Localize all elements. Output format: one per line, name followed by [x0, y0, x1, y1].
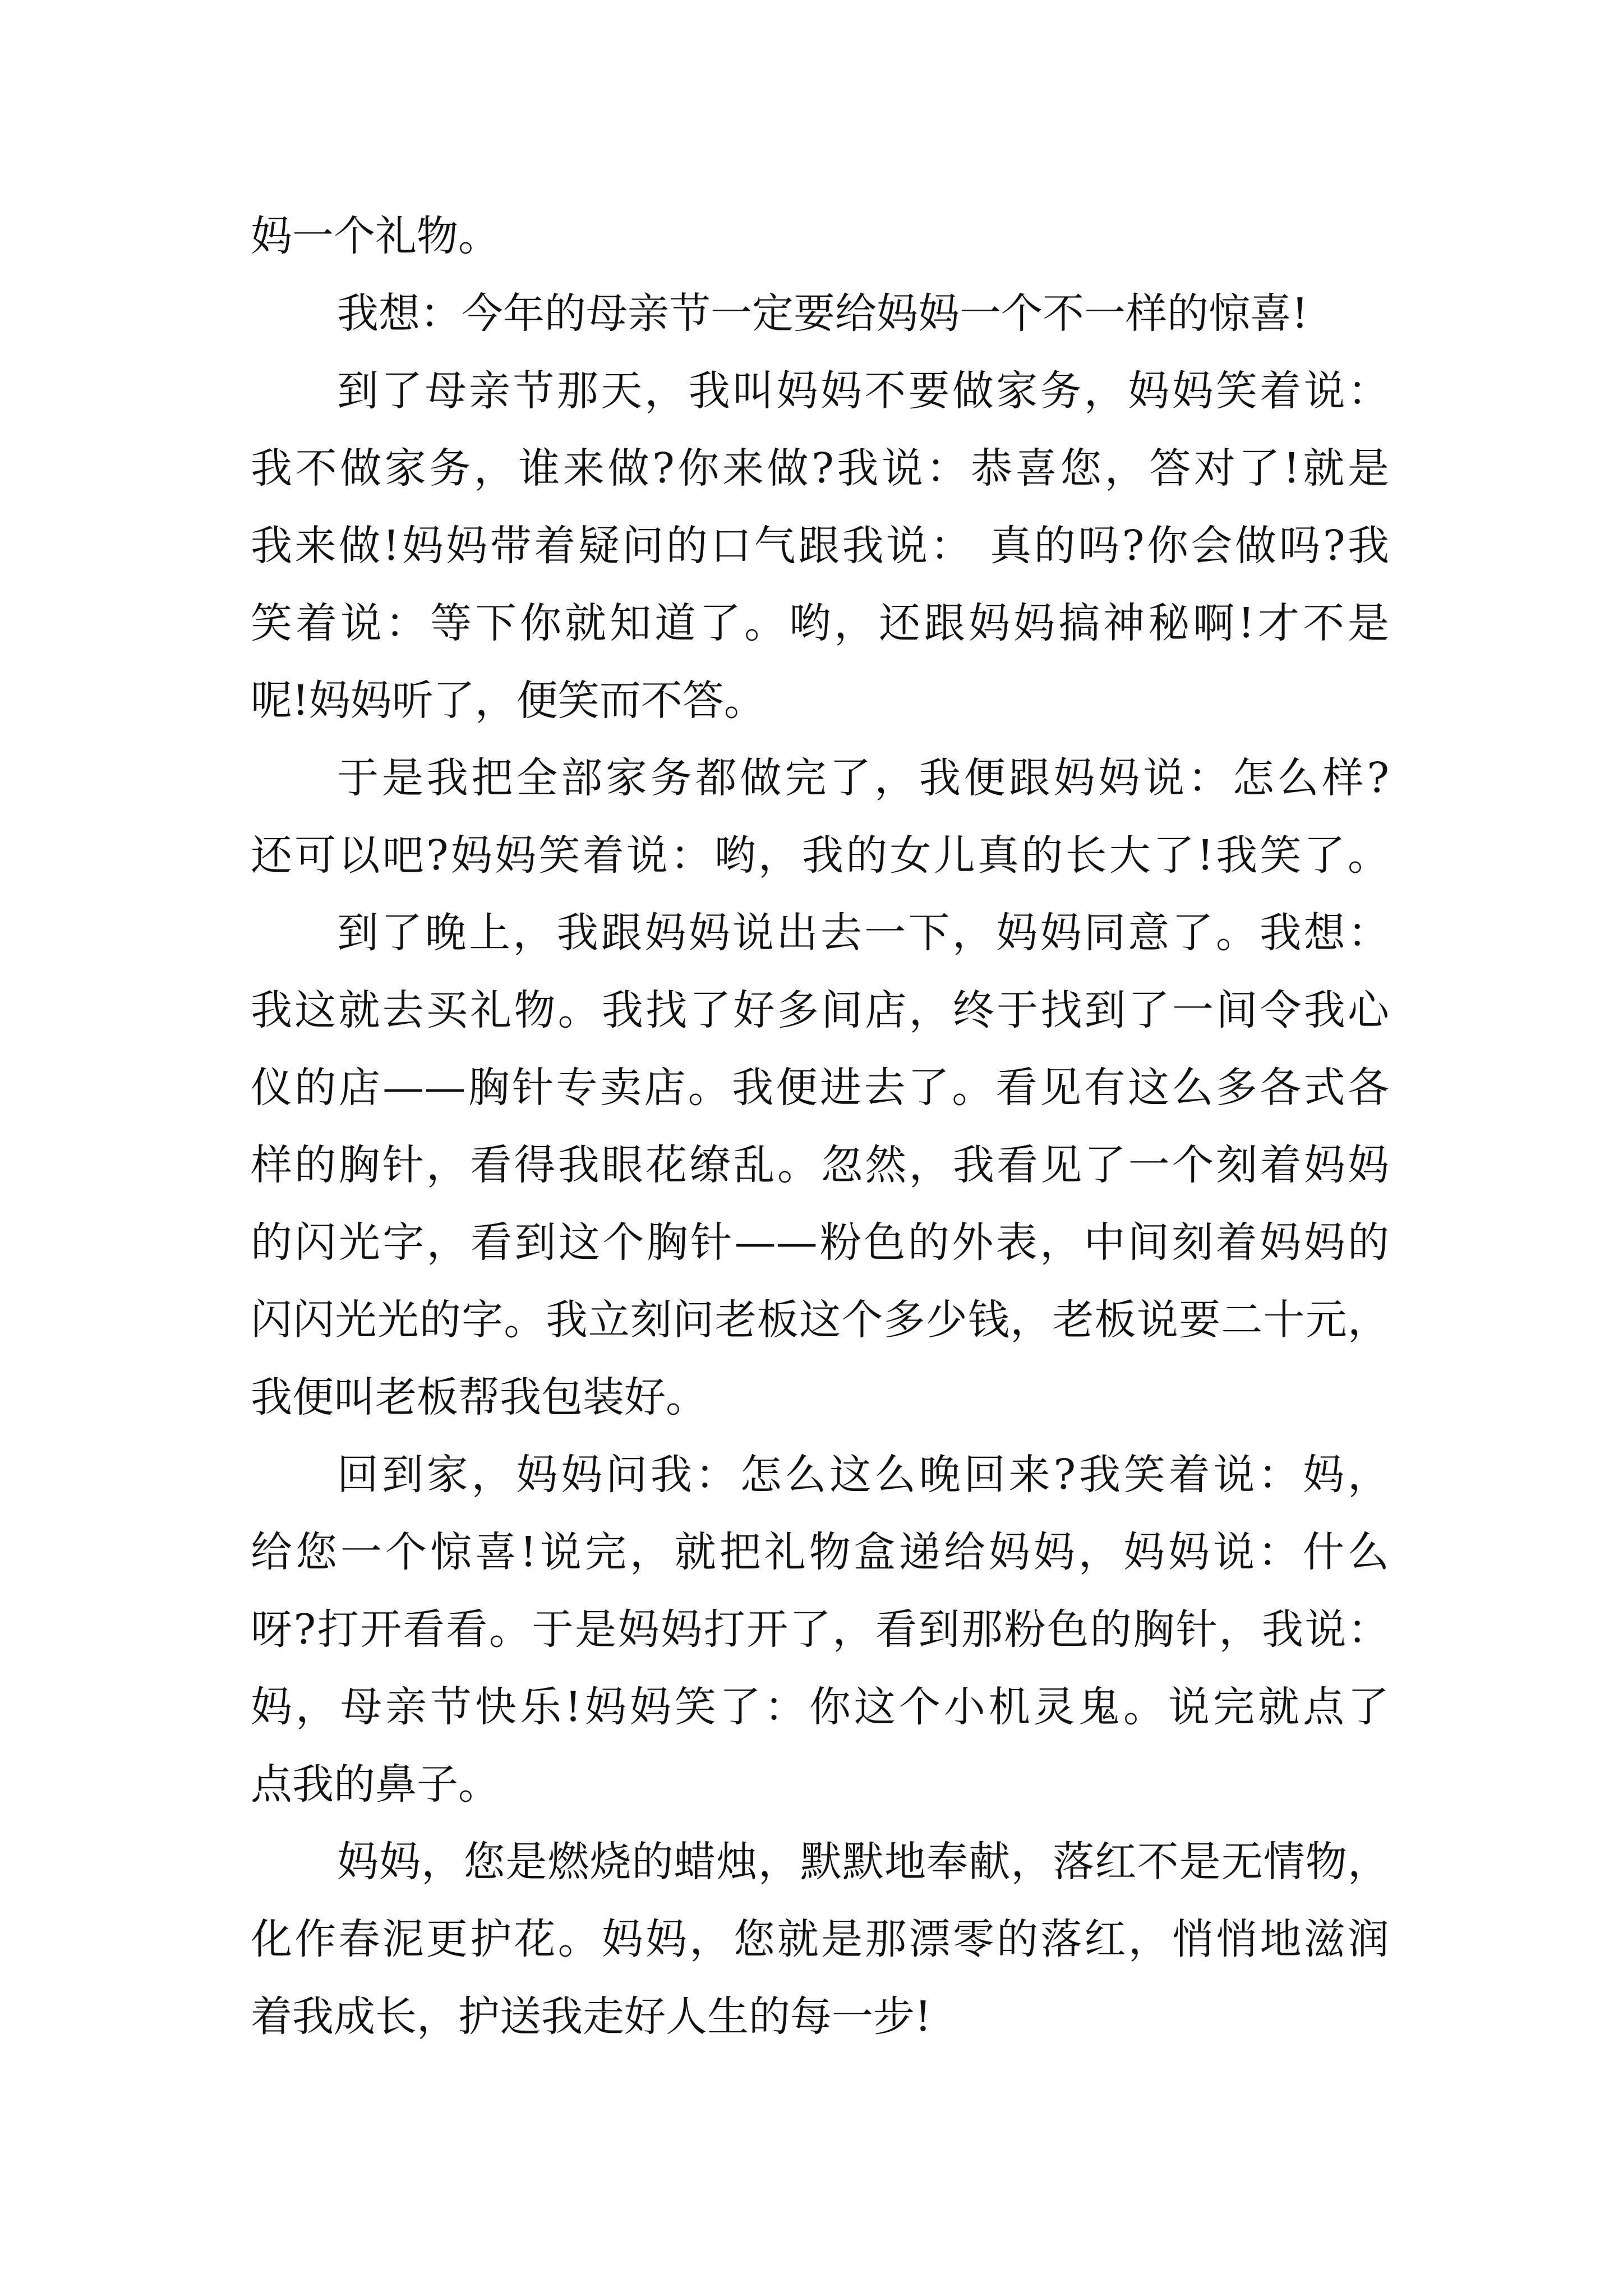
text-line: 我这就去买礼物。我找了好多间店，终于找到了一间令我心: [251, 986, 1389, 1034]
text-line: 回到家，妈妈问我：怎么这么晚回来?我笑着说：妈，: [337, 1451, 1389, 1499]
document-body: [251, 197, 1389, 2055]
paragraph: [251, 352, 1389, 739]
text-line: 到了母亲节那天，我叫妈妈不要做家务，妈妈笑着说：: [337, 367, 1389, 415]
text-line: 化作春泥更护花。妈妈，您就是那漂零的落红，悄悄地滋润: [251, 1915, 1389, 1963]
text-line: 还可以吧?妈妈笑着说：哟，我的女儿真的长大了!我笑了。: [251, 831, 1389, 880]
text-line: 我不做家务，谁来做?你来做?我说：恭喜您，答对了!就是: [251, 444, 1389, 493]
text-line: 仪的店——胸针专卖店。我便进去了。看见有这么多各式各: [251, 1064, 1389, 1112]
text-line: 着我成长，护送我走好人生的每一步!: [251, 1993, 932, 2041]
paragraph: [251, 197, 1389, 275]
text-line: 妈一个礼物。: [251, 212, 500, 260]
text-line: 我便叫老板帮我包装好。: [251, 1373, 707, 1421]
text-line: 点我的鼻子。: [251, 1760, 500, 1809]
paragraph: [251, 739, 1389, 894]
paragraph: [251, 1436, 1389, 1823]
paragraph: [251, 1823, 1389, 2055]
text-line: 呢!妈妈听了，便笑而不答。: [251, 677, 766, 725]
text-line: 我来做!妈妈带着疑问的口气跟我说： 真的吗?你会做吗?我: [251, 522, 1389, 570]
text-line: 妈，母亲节快乐!妈妈笑了：你这个小机灵鬼。说完就点了: [251, 1683, 1389, 1731]
text-line: 到了晚上，我跟妈妈说出去一下，妈妈同意了。我想：: [337, 909, 1389, 957]
text-line: 我想：今年的母亲节一定要给妈妈一个不一样的惊喜!: [337, 289, 1308, 338]
text-line: 笑着说：等下你就知道了。哟，还跟妈妈搞神秘啊!才不是: [251, 599, 1389, 647]
text-line: 的闪光字，看到这个胸针——粉色的外表，中间刻着妈妈的: [251, 1218, 1389, 1267]
text-line: 样的胸针，看得我眼花缭乱。忽然，我看见了一个刻着妈妈: [251, 1141, 1389, 1189]
text-line: 闪闪光光的字。我立刻问老板这个多少钱，老板说要二十元，: [251, 1296, 1389, 1344]
text-line: 呀?打开看看。于是妈妈打开了，看到那粉色的胸针，我说：: [251, 1605, 1389, 1654]
paragraph: [251, 894, 1389, 1436]
paragraph: [251, 275, 1389, 352]
text-line: 给您一个惊喜!说完，就把礼物盒递给妈妈，妈妈说：什么: [251, 1528, 1389, 1576]
text-line: 妈妈，您是燃烧的蜡烛，默默地奉献，落红不是无情物，: [337, 1838, 1389, 1886]
text-line: 于是我把全部家务都做完了，我便跟妈妈说：怎么样?: [337, 754, 1389, 802]
